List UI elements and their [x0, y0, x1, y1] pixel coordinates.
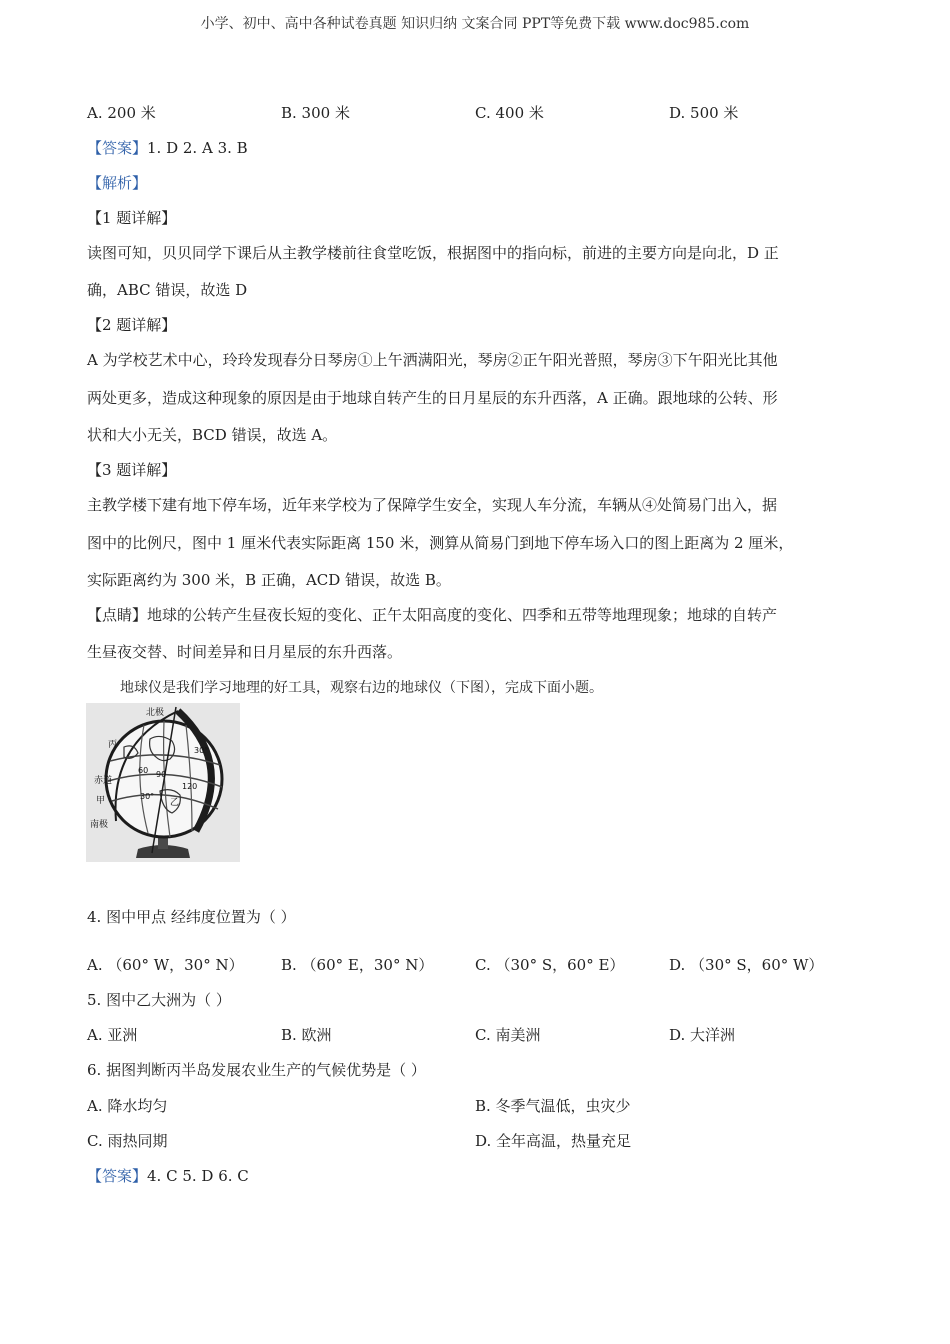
q5-option-a: A. 亚洲 [87, 1026, 138, 1044]
answer-block-2 [87, 1165, 249, 1186]
q4-stem: 4. 图中甲点 经纬度位置为（ ） [87, 908, 296, 926]
globe-figure [86, 703, 240, 862]
q5-option-d: D. 大洋洲 [669, 1026, 736, 1044]
q3-option-d: D. 500 米 [669, 104, 739, 122]
globe-label-e60: 60 [138, 766, 149, 775]
q4-option-c: C. （30° S，60° E） [475, 956, 625, 974]
detail2-line: 两处更多，造成这种现象的原因是由于地球自转产生的日月星辰的东升西落，A 正确。跟地球的公转、形 [87, 389, 778, 407]
globe-label-s30: 30° [140, 792, 155, 801]
q6-option-b: B. 冬季气温低，虫灾少 [475, 1097, 631, 1115]
analysis-tag: 【解析】 [87, 174, 148, 192]
tip-block [87, 604, 777, 625]
q6-option-c: C. 雨热同期 [87, 1132, 168, 1150]
q3-option-c: C. 400 米 [475, 104, 544, 122]
detail3-line: 图中的比例尺，图中 1 厘米代表实际距离 150 米，测算从简易门到地下停车场入口的图上距离为 2 厘米， [87, 534, 794, 552]
detail1-line: 确，ABC 错误，故选 D [87, 281, 248, 299]
globe-label-n30: 30° [194, 746, 209, 755]
answer-tag: 【答案】 [87, 139, 148, 157]
q4-option-b: B. （60° E，30° N） [281, 956, 434, 974]
answer-block-1 [87, 137, 248, 158]
answer-text: 4. C 5. D 6. C [147, 1167, 249, 1185]
tip-line: 地球的公转产生昼夜长短的变化、正午太阳高度的变化、四季和五带等地理现象；地球的自转产 [147, 606, 778, 624]
q5-stem: 5. 图中乙大洲为（ ） [87, 991, 231, 1009]
q4-option-a: A. （60° W，30° N） [87, 956, 244, 974]
q5-option-b: B. 欧洲 [281, 1026, 332, 1044]
answer-tag: 【答案】 [87, 1167, 148, 1185]
detail2-title: 【2 题详解】 [87, 316, 177, 334]
globe-label-equator: 赤道 [94, 776, 113, 786]
tip-tag: 【点睛】 [87, 606, 148, 624]
globe-label-north: 北极 [146, 708, 165, 718]
detail2-line: A 为学校艺术中心，玲玲发现春分日琴房①上午洒满阳光，琴房②正午阳光普照，琴房③下午阳光比其他 [87, 351, 778, 369]
globe-label-jia: 甲 [96, 796, 106, 806]
detail3-line: 主教学楼下建有地下停车场，近年来学校为了保障学生安全，实现人车分流，车辆从④处简易门出入，据 [87, 496, 778, 514]
globe-label-e90: 90 [156, 770, 167, 779]
detail1-line: 读图可知，贝贝同学下课后从主教学楼前往食堂吃饭，根据图中的指向标，前进的主要方向是向北，D 正 [87, 244, 779, 262]
q6-option-d: D. 全年高温，热量充足 [475, 1132, 632, 1150]
globe-label-south: 南极 [90, 820, 109, 830]
q3-option-a: A. 200 米 [87, 104, 156, 122]
detail2-line: 状和大小无关，BCD 错误，故选 A。 [87, 426, 338, 444]
q4-option-d: D. （30° S，60° W） [669, 956, 824, 974]
detail1-title: 【1 题详解】 [87, 209, 177, 227]
q6-option-a: A. 降水均匀 [87, 1097, 168, 1115]
answer-text: 1. D 2. A 3. B [147, 139, 248, 157]
page-header: 小学、初中、高中各种试卷真题 知识归纳 文案合同 PPT等免费下载 www.doc985.com [200, 16, 750, 32]
q3-option-b: B. 300 米 [281, 104, 350, 122]
detail3-line: 实际距离约为 300 米，B 正确，ACD 错误，故选 B。 [87, 571, 451, 589]
q6-stem: 6. 据图判断丙半岛发展农业生产的气候优势是（ ） [87, 1061, 426, 1079]
question-intro: 地球仪是我们学习地理的好工具，观察右边的地球仪（下图），完成下面小题。 [120, 680, 603, 696]
q5-option-c: C. 南美洲 [475, 1026, 541, 1044]
globe-label-bing: 丙 [108, 740, 118, 750]
globe-label-e120: 120 [182, 782, 198, 791]
tip-line: 生昼夜交替、时间差异和日月星辰的东升西落。 [87, 643, 403, 661]
globe-label-yi: 乙 [170, 798, 180, 808]
detail3-title: 【3 题详解】 [87, 461, 177, 479]
